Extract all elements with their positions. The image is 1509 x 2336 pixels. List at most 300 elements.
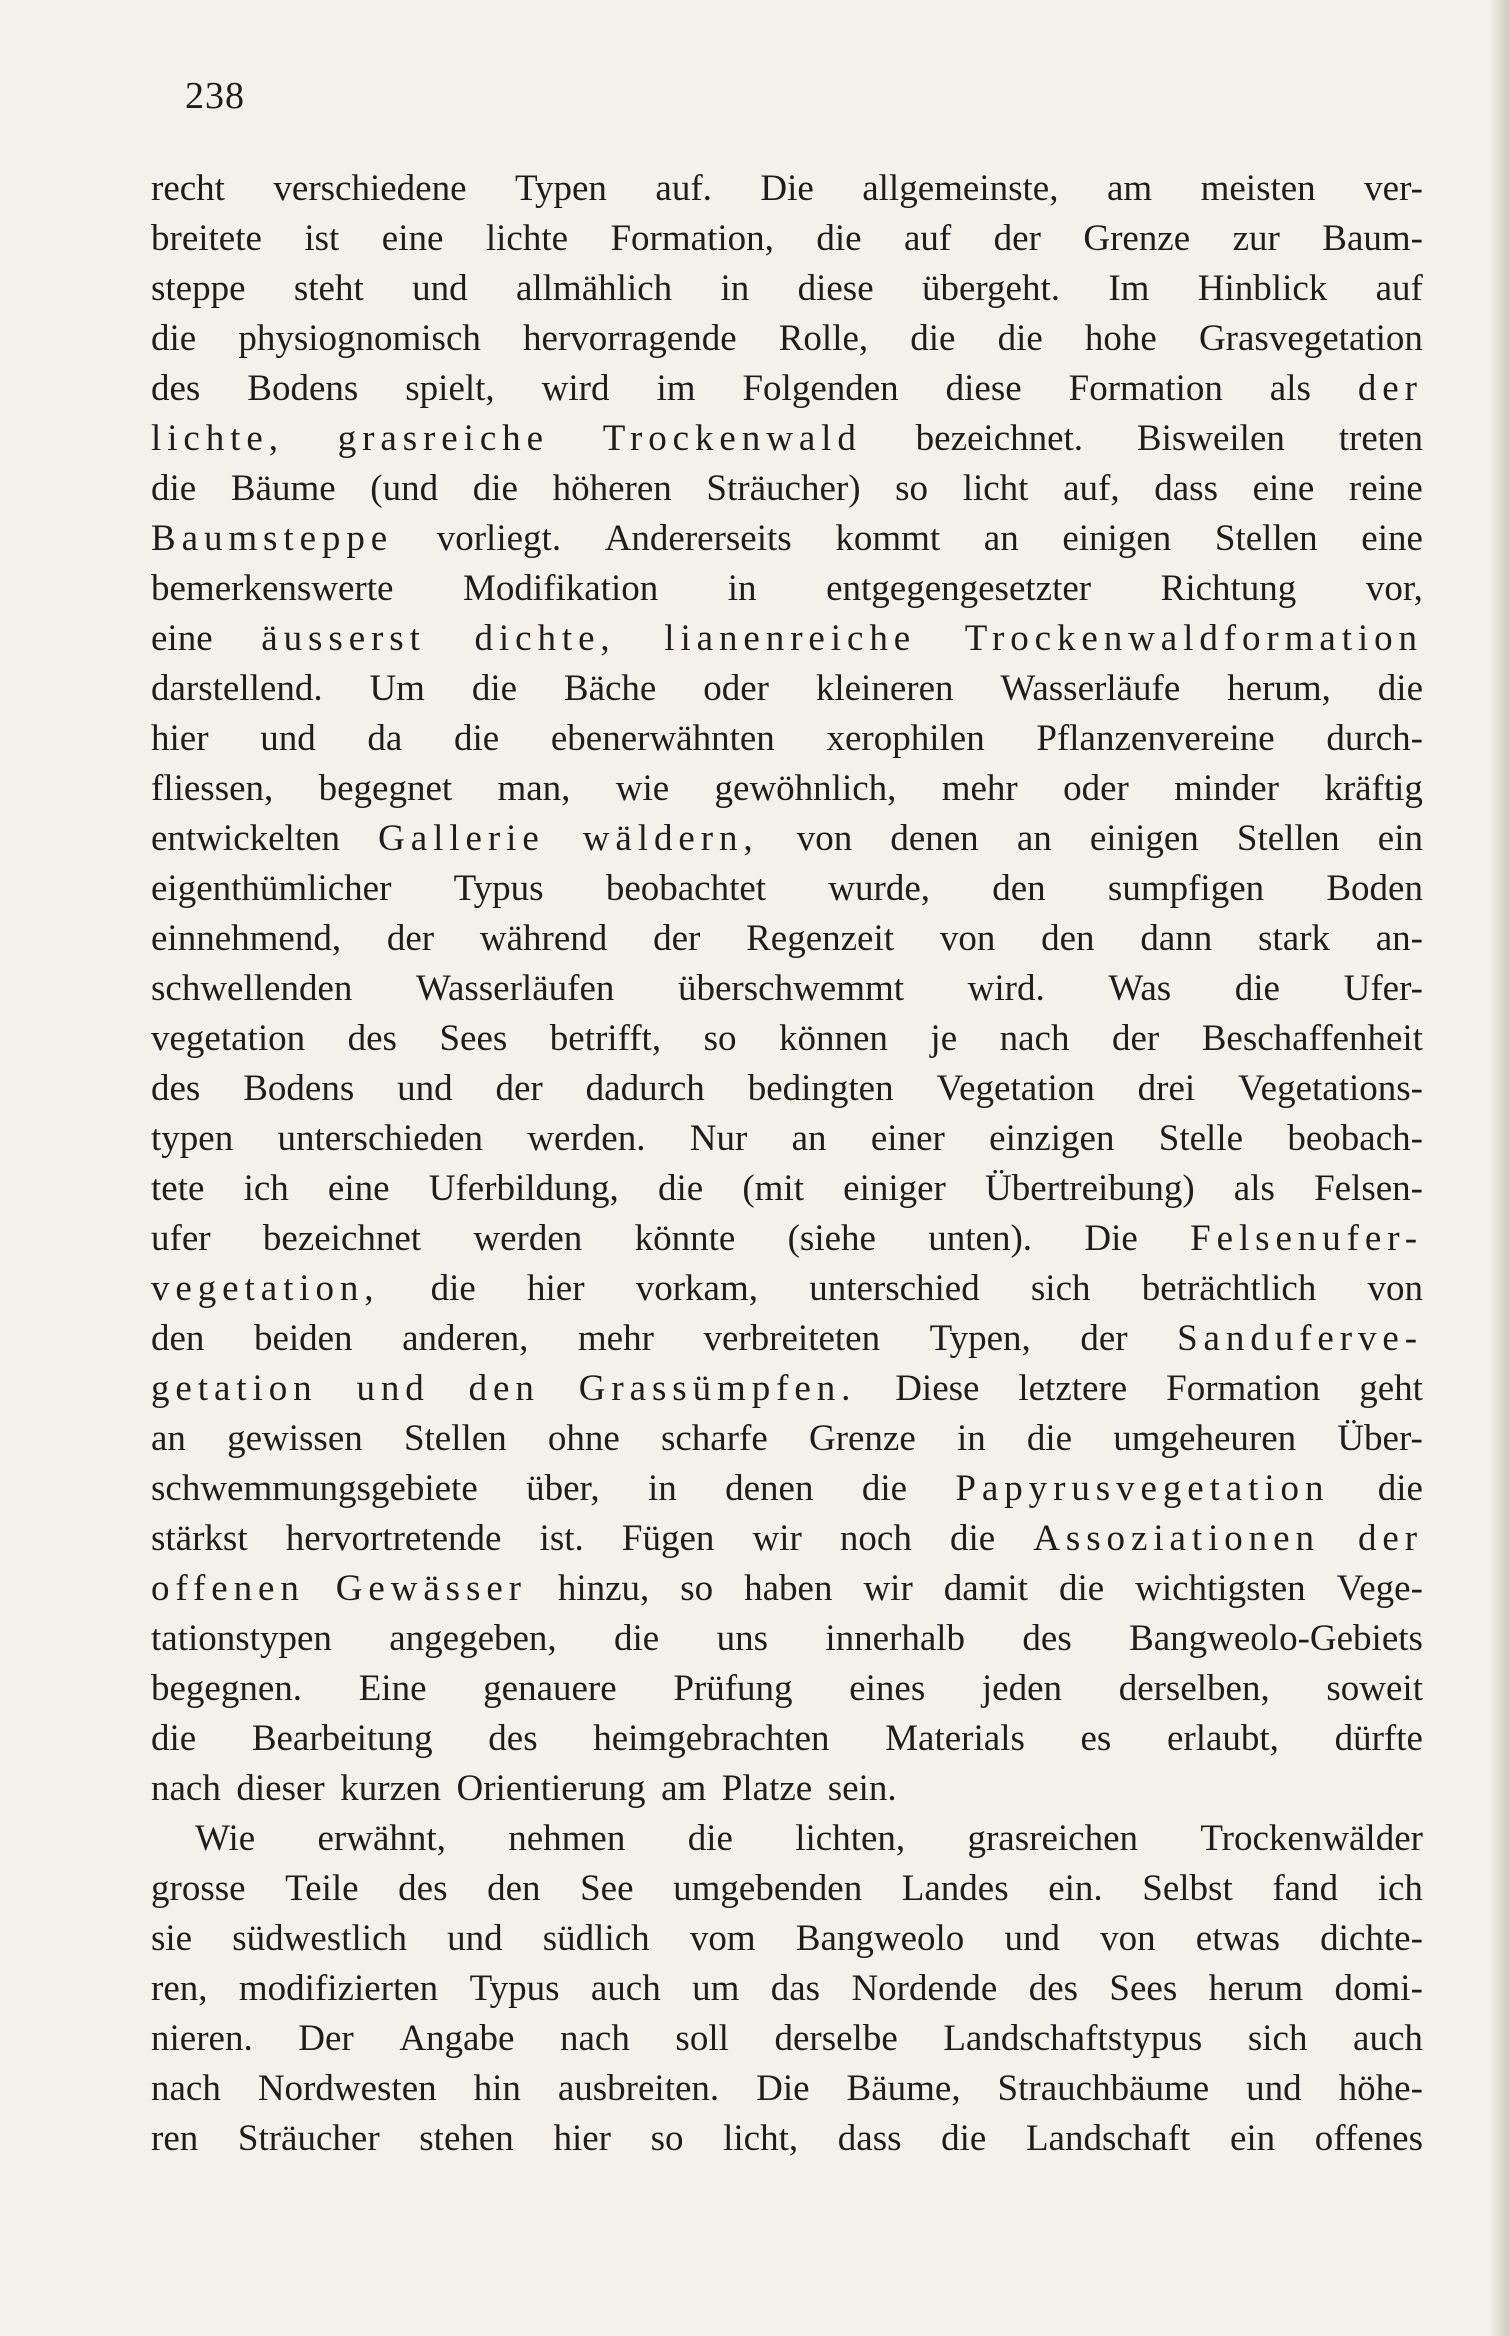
- word: und: [356, 1368, 430, 1409]
- word: Stellen: [1236, 818, 1340, 859]
- word: Stellen: [403, 1418, 507, 1459]
- word: können: [778, 1018, 888, 1059]
- text-line: [151, 1964, 1423, 2014]
- word: bezeichnet: [262, 1218, 422, 1259]
- text-line: [151, 464, 1423, 514]
- word: stark: [1258, 918, 1330, 959]
- text-line: [151, 614, 1423, 664]
- word: Wasserläufen: [416, 968, 615, 1009]
- word: vorliegt.: [436, 518, 562, 559]
- text-line: [151, 564, 1423, 614]
- word: einigen: [1062, 518, 1172, 559]
- word: Baumsteppe: [151, 518, 394, 559]
- word: die: [151, 468, 197, 509]
- word: wichtigsten: [1135, 1568, 1306, 1609]
- word: Wie: [195, 1818, 256, 1859]
- word: den: [992, 868, 1046, 909]
- word: tete: [151, 1168, 205, 1209]
- word: am: [1106, 168, 1153, 209]
- word: die: [1377, 1468, 1423, 1509]
- word: nehmen: [508, 1818, 626, 1859]
- word: Formation,: [610, 218, 774, 259]
- word: Materials: [885, 1718, 1025, 1759]
- word: geht: [1359, 1368, 1423, 1409]
- word: treten: [1338, 418, 1423, 459]
- word: bezeichnet.: [915, 418, 1084, 459]
- word: wir: [863, 1568, 913, 1609]
- word: Baum-: [1322, 218, 1423, 259]
- word: Stelle: [1158, 1118, 1244, 1159]
- word: umgeheuren: [1113, 1418, 1297, 1459]
- word: Die: [1084, 1218, 1138, 1259]
- word: Assoziationen: [1033, 1518, 1320, 1559]
- word: herum: [1208, 1968, 1304, 2009]
- word: recht: [151, 168, 225, 209]
- word: haben: [744, 1568, 833, 1609]
- word: auch: [590, 1968, 661, 2009]
- word: domi-: [1334, 1968, 1423, 2009]
- word: Uferbildung,: [428, 1168, 619, 1209]
- word: äusserst: [261, 618, 426, 659]
- word: dadurch: [585, 1068, 705, 1109]
- word: Andererseits: [604, 518, 792, 559]
- word: die: [861, 1468, 908, 1509]
- text-line: [151, 1314, 1423, 1364]
- text-line: [151, 364, 1423, 414]
- word: denen: [890, 818, 979, 859]
- word: so: [703, 1018, 737, 1059]
- word: mehr: [941, 768, 1018, 809]
- word: und: [397, 1068, 453, 1109]
- word: höhe-: [1338, 2068, 1423, 2109]
- word: Formation: [1166, 1368, 1321, 1409]
- word: Pflanzenvereine: [1036, 718, 1275, 759]
- word: die: [430, 1268, 476, 1309]
- word: Landschaftstypus: [943, 2018, 1203, 2059]
- word: Typus: [469, 1968, 560, 2009]
- word: jeden: [981, 1668, 1063, 1709]
- word: so: [680, 1568, 714, 1609]
- word: reine: [1348, 468, 1423, 509]
- word: Platze: [721, 1768, 813, 1809]
- text-line: [151, 1414, 1423, 1464]
- word: die: [1234, 968, 1280, 1009]
- word: überschwemmt: [678, 968, 905, 1009]
- word: ohne: [547, 1418, 620, 1459]
- word: unterschieden: [277, 1118, 483, 1159]
- word: von: [939, 918, 996, 959]
- word: des: [151, 1068, 201, 1109]
- word: Trockenwälder: [1200, 1818, 1423, 1859]
- word: nach: [999, 1018, 1070, 1059]
- word: beträchtlich: [1141, 1268, 1317, 1309]
- word: genauere: [483, 1668, 617, 1709]
- word: soweit: [1326, 1668, 1423, 1709]
- word: südlich: [542, 1918, 650, 1959]
- word: schwemmungsgebiete: [151, 1468, 478, 1509]
- word: Grenze: [808, 1418, 916, 1459]
- word: bedingten: [747, 1068, 894, 1109]
- word: ich: [243, 1168, 289, 1209]
- word: die: [997, 318, 1043, 359]
- word: Teile: [285, 1868, 359, 1909]
- word: getation: [151, 1368, 318, 1409]
- word: Grenze: [1083, 218, 1191, 259]
- word: im: [656, 368, 696, 409]
- word: lichte,: [151, 418, 284, 459]
- word: grosse: [151, 1868, 246, 1909]
- text-line: [151, 964, 1423, 1014]
- word: und: [1246, 2068, 1302, 2109]
- word: Grassümpfen.: [578, 1368, 857, 1409]
- word: der: [653, 918, 701, 959]
- word: vom: [689, 1918, 756, 1959]
- word: es: [1080, 1718, 1112, 1759]
- word: dann: [1140, 918, 1213, 959]
- word: ich: [1377, 1868, 1423, 1909]
- word: als: [1269, 368, 1311, 409]
- word: könnte: [634, 1218, 736, 1259]
- word: südwestlich: [232, 1918, 407, 1959]
- word: den: [151, 1318, 205, 1359]
- word: Regenzeit: [746, 918, 895, 959]
- word: Landschaft: [1025, 2118, 1191, 2159]
- word: sein.: [827, 1768, 897, 1809]
- word: eine: [151, 618, 213, 659]
- word: soll: [675, 2018, 729, 2059]
- word: fliessen,: [151, 768, 274, 809]
- word: kleineren: [815, 668, 954, 709]
- word: nach: [151, 1768, 221, 1809]
- word: über,: [526, 1468, 600, 1509]
- text-line: [151, 714, 1423, 764]
- word: hinzu,: [557, 1568, 650, 1609]
- word: Richtung: [1160, 568, 1297, 609]
- word: ein.: [1048, 1868, 1103, 1909]
- word: verschiedene: [273, 168, 467, 209]
- word: von: [796, 818, 853, 859]
- word: die: [941, 2118, 987, 2159]
- text-line: [151, 1014, 1423, 1064]
- word: auf: [903, 218, 952, 259]
- word: Bearbeitung: [251, 1718, 433, 1759]
- word: des: [1028, 1968, 1079, 2009]
- word: während: [479, 918, 608, 959]
- word: Im: [1108, 268, 1150, 309]
- word: allmählich: [515, 268, 673, 309]
- word: dichte-: [1320, 1918, 1423, 1959]
- word: Orientierung: [456, 1768, 646, 1809]
- word: eine: [1361, 518, 1423, 559]
- text-line: [151, 1914, 1423, 1964]
- word: sumpfigen: [1107, 868, 1265, 909]
- word: die: [910, 318, 956, 359]
- word: Boden: [1326, 868, 1423, 909]
- word: von: [1100, 1918, 1156, 1959]
- text-line: [151, 1464, 1423, 1514]
- word: anderen,: [402, 1318, 529, 1359]
- word: licht: [962, 468, 1029, 509]
- word: dieser: [236, 1768, 325, 1809]
- word: Gallerie: [378, 818, 545, 859]
- word: hier: [553, 2118, 611, 2159]
- word: an: [791, 1118, 827, 1159]
- word: Wasserläufe: [1000, 668, 1181, 709]
- word: darstellend.: [151, 668, 323, 709]
- word: man,: [497, 768, 571, 809]
- word: wurde,: [828, 868, 931, 909]
- word: höheren: [552, 468, 672, 509]
- word: an: [1016, 818, 1052, 859]
- word: sich: [1247, 2018, 1308, 2059]
- word: Typen,: [929, 1318, 1031, 1359]
- word: Landes: [901, 1868, 1009, 1909]
- word: Um: [369, 668, 425, 709]
- word: breitete: [151, 218, 262, 259]
- word: minder: [1174, 768, 1279, 809]
- word: der: [1357, 368, 1423, 409]
- word: ausbreiten.: [557, 2068, 720, 2109]
- word: bemerkenswerte: [151, 568, 394, 609]
- word: eine: [381, 218, 444, 259]
- word: (mit: [742, 1168, 804, 1209]
- word: Vegetations-: [1238, 1068, 1423, 1109]
- word: ist: [304, 218, 340, 259]
- word: vor,: [1365, 568, 1423, 609]
- word: Bodens: [243, 1068, 355, 1109]
- word: schwellenden: [151, 968, 353, 1009]
- text-line: [151, 1264, 1423, 1314]
- word: Grasvegetation: [1198, 318, 1423, 359]
- word: sich: [1030, 1268, 1091, 1309]
- text-line: [151, 1664, 1423, 1714]
- word: Über-: [1337, 1418, 1423, 1459]
- word: allgemeinste,: [862, 168, 1059, 209]
- word: ein: [1377, 818, 1423, 859]
- word: heimgebrachten: [593, 1718, 830, 1759]
- text-line: [151, 214, 1423, 264]
- text-line: [151, 1614, 1423, 1664]
- word: um: [692, 1968, 740, 2009]
- word: stärkst: [151, 1518, 248, 1559]
- word: steht: [293, 268, 364, 309]
- word: Bangweolo: [795, 1918, 965, 1959]
- word: und: [1004, 1918, 1060, 1959]
- word: unten).: [928, 1218, 1033, 1259]
- word: einer: [870, 1118, 945, 1159]
- word: auf: [1375, 268, 1423, 309]
- word: sie: [151, 1918, 193, 1959]
- word: Formation: [1068, 368, 1223, 409]
- word: dass: [837, 2118, 902, 2159]
- word: in: [956, 1418, 986, 1459]
- word: wie: [615, 768, 670, 809]
- word: physiognomisch: [238, 318, 481, 359]
- word: scharfe: [660, 1418, 768, 1459]
- word: unterschied: [809, 1268, 980, 1309]
- word: dürfte: [1334, 1718, 1423, 1759]
- word: Die: [760, 168, 814, 209]
- text-line: [151, 1114, 1423, 1164]
- word: lichten,: [795, 1818, 906, 1859]
- word: die: [453, 718, 500, 759]
- word: diese: [945, 368, 1022, 409]
- text-line: [151, 1364, 1423, 1414]
- word: ist.: [539, 1518, 584, 1559]
- word: wird.: [967, 968, 1045, 1009]
- word: angegeben,: [389, 1618, 557, 1659]
- text-line: [151, 1814, 1423, 1864]
- word: in: [727, 568, 757, 609]
- word: Eine: [358, 1668, 427, 1709]
- word: Sanduferve-: [1177, 1318, 1423, 1359]
- word: an: [983, 518, 1019, 559]
- word: die: [1377, 668, 1423, 709]
- word: nieren.: [151, 2018, 253, 2059]
- word: die: [657, 1168, 704, 1209]
- word: Modifikation: [462, 568, 659, 609]
- word: derselbe: [774, 2018, 898, 2059]
- text-line: [151, 1714, 1423, 1764]
- word: einiger: [843, 1168, 946, 1209]
- text-line: [151, 764, 1423, 814]
- word: nach: [151, 2068, 221, 2109]
- word: lichte: [485, 218, 569, 259]
- word: Hinblick: [1197, 268, 1328, 309]
- word: Papyrusvegetation: [955, 1468, 1330, 1509]
- word: des: [1022, 1618, 1072, 1659]
- word: die: [151, 318, 197, 359]
- page-number: 238: [185, 75, 245, 117]
- word: so: [895, 468, 929, 509]
- word: so: [650, 2118, 684, 2159]
- word: begegnen.: [151, 1668, 303, 1709]
- word: Ufer-: [1343, 968, 1423, 1009]
- word: hohe: [1084, 318, 1157, 359]
- word: Diese: [895, 1368, 980, 1409]
- text-line: [151, 514, 1423, 564]
- text-line: [151, 2064, 1423, 2114]
- word: denen: [725, 1468, 814, 1509]
- word: Bäume: [230, 468, 336, 509]
- word: an-: [1375, 918, 1423, 959]
- word: Typen: [514, 168, 607, 209]
- word: Selbst: [1142, 1868, 1233, 1909]
- word: die: [151, 1718, 197, 1759]
- word: tationstypen: [151, 1618, 332, 1659]
- word: wird: [541, 368, 610, 409]
- word: dass: [1154, 468, 1218, 509]
- text-line: [151, 1864, 1423, 1914]
- word: verbreiteten: [703, 1318, 881, 1359]
- word: grasreichen: [967, 1818, 1138, 1859]
- word: See: [580, 1868, 634, 1909]
- word: Vege-: [1336, 1568, 1423, 1609]
- word: der: [1111, 1018, 1160, 1059]
- word: steppe: [151, 268, 246, 309]
- word: Die: [756, 2068, 810, 2109]
- text-line: [151, 1214, 1423, 1264]
- word: Vegetation: [936, 1068, 1095, 1109]
- word: als: [1233, 1168, 1275, 1209]
- word: drei: [1137, 1068, 1196, 1109]
- word: kommt: [835, 518, 941, 559]
- word: Sees: [439, 1018, 508, 1059]
- word: wir: [752, 1518, 802, 1559]
- word: hier: [527, 1268, 585, 1309]
- word: werden.: [527, 1118, 646, 1159]
- word: durch-: [1326, 718, 1423, 759]
- word: ufer: [151, 1218, 211, 1259]
- word: Trockenwaldformation: [964, 618, 1423, 659]
- text-line: [151, 1564, 1423, 1614]
- word: die: [472, 468, 518, 509]
- word: offenes: [1314, 2118, 1423, 2159]
- word: hier: [151, 718, 209, 759]
- word: oder: [703, 668, 769, 709]
- word: eine: [1252, 468, 1315, 509]
- word: Nur: [689, 1118, 748, 1159]
- word: am: [661, 1768, 707, 1809]
- word: typen: [151, 1118, 234, 1159]
- word: gewissen: [227, 1418, 363, 1459]
- word: das: [770, 1968, 821, 2009]
- word: ver-: [1364, 168, 1423, 209]
- word: stehen: [419, 2118, 514, 2159]
- word: Nordwesten: [257, 2068, 437, 2109]
- word: vegetation: [151, 1018, 306, 1059]
- word: vorkam,: [635, 1268, 759, 1309]
- word: Fügen: [621, 1518, 715, 1559]
- word: des: [151, 368, 201, 409]
- word: den: [1041, 918, 1095, 959]
- word: xerophilen: [826, 718, 985, 759]
- word: mehr: [577, 1318, 654, 1359]
- word: Bäche: [563, 668, 657, 709]
- text-line: [151, 2114, 1423, 2164]
- word: fand: [1272, 1868, 1339, 1909]
- word: beobach-: [1287, 1118, 1423, 1159]
- word: grasreiche: [337, 418, 549, 459]
- text-line: [151, 1764, 1423, 1814]
- word: und: [447, 1918, 503, 1959]
- word: den: [468, 1368, 540, 1409]
- word: Bisweilen: [1136, 418, 1285, 459]
- word: je: [930, 1018, 958, 1059]
- word: eine: [327, 1168, 390, 1209]
- word: Übertreibung): [985, 1168, 1195, 1209]
- word: der: [993, 218, 1041, 259]
- word: und: [412, 268, 468, 309]
- text-line: [151, 1164, 1423, 1214]
- word: Prüfung: [673, 1668, 793, 1709]
- word: eines: [849, 1668, 926, 1709]
- word: Bodens: [247, 368, 359, 409]
- word: einigen: [1089, 818, 1199, 859]
- word: werden: [473, 1218, 583, 1259]
- word: wäldern,: [582, 818, 759, 859]
- word: ren,: [151, 1968, 208, 2009]
- word: vegetation,: [151, 1268, 380, 1309]
- word: ebenerwähnten: [550, 718, 775, 759]
- text-line: [151, 164, 1423, 214]
- word: gewöhnlich,: [714, 768, 897, 809]
- word: oder: [1063, 768, 1129, 809]
- word: nach: [559, 2018, 630, 2059]
- text-line: [151, 264, 1423, 314]
- word: des: [347, 1018, 397, 1059]
- word: umgebenden: [673, 1868, 863, 1909]
